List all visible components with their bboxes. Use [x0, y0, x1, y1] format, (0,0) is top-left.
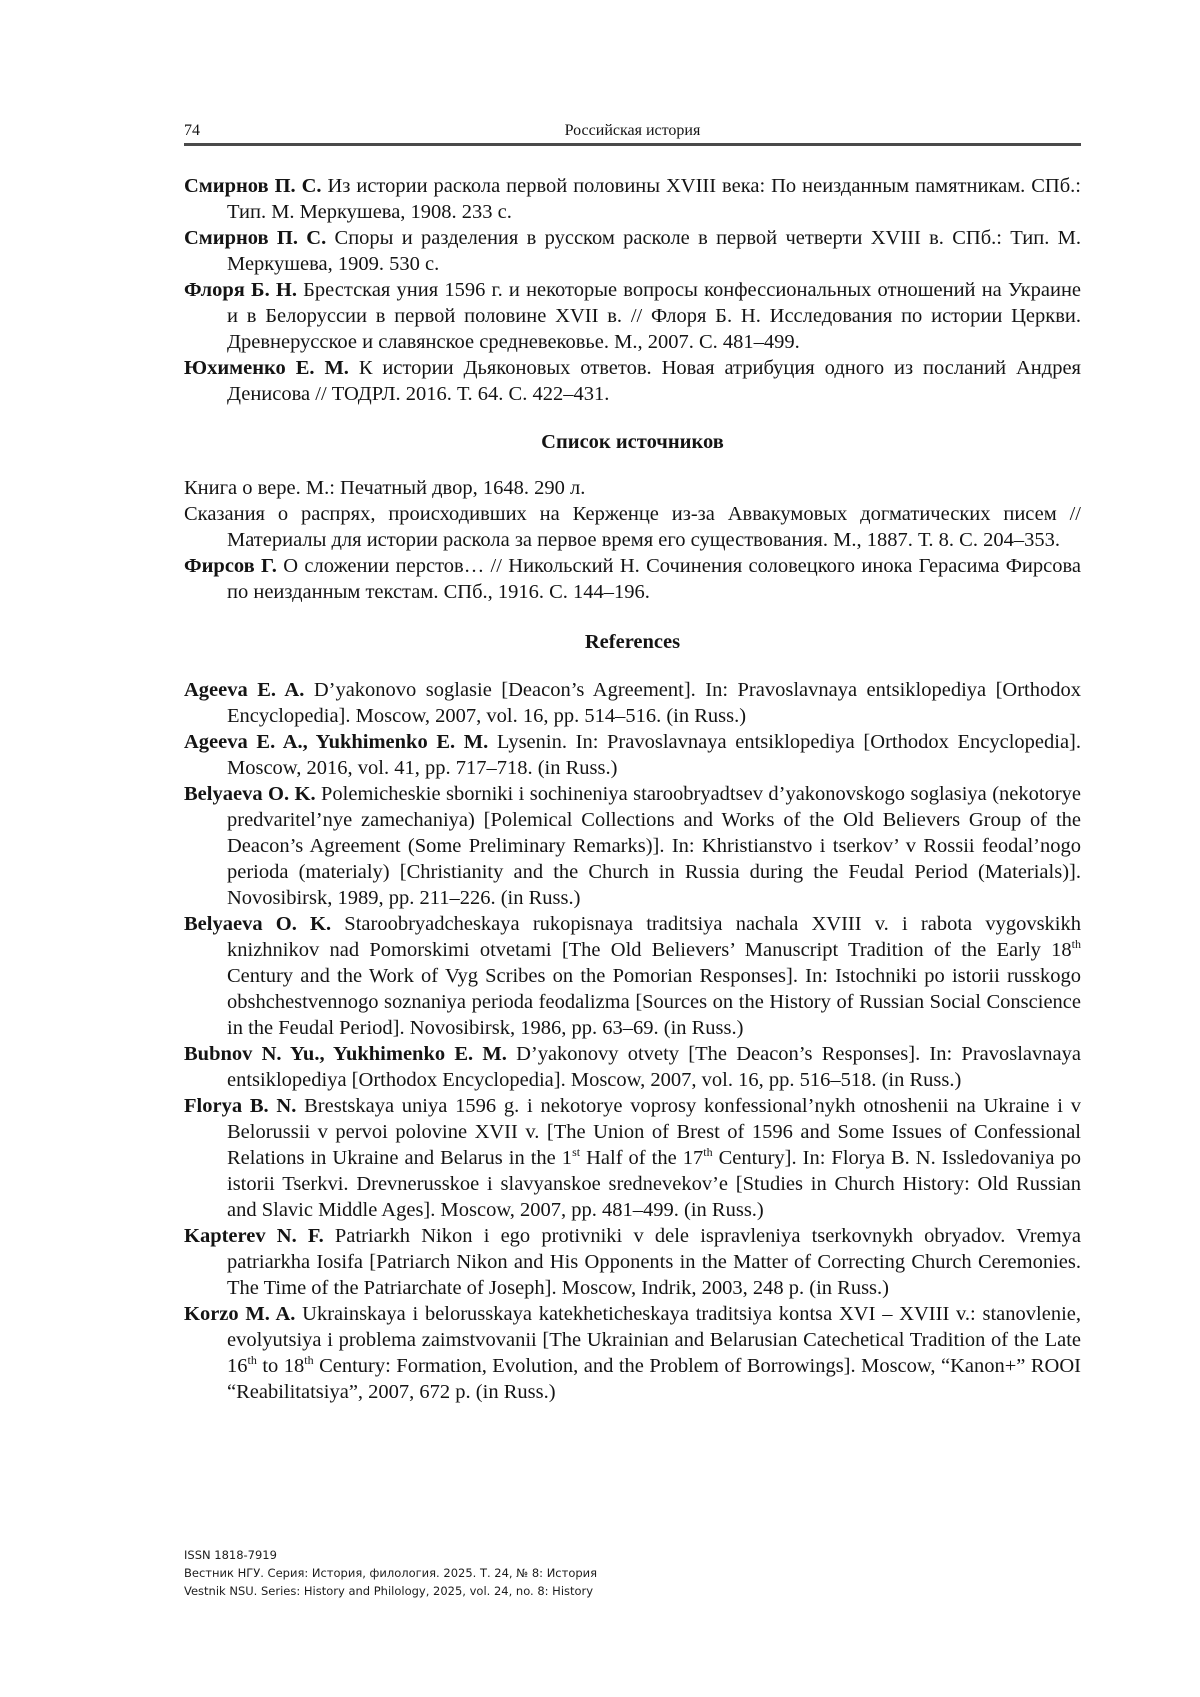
reference-text-part: Brestskaya uniya 1596 g. i nekotorye voprosy konfessional’nykh otnoshenii na Ukraine i v Belorussii v pervoi polovine XVII v. [The Union of Brest of 1596 and Some Issues of Confessional Relations in Ukraine and Belarus in the 1: [227, 1095, 1081, 1169]
references-heading: References: [584, 631, 681, 653]
reference-author: Kapterev N. F.: [184, 1225, 324, 1247]
reference-text: Patriarkh Nikon i ego protivniki v dele ispravleniya tserkovnykh obryadov. Vremya patriarkha Iosifa [Patriarch Nikon and His Opponents in the Matter of Correcting Church Ceremonies. The Time of the Patriarchate of Joseph]. Moscow, Indrik, 2003, 248 p. (in Russ.): [227, 1225, 1082, 1299]
journal-line-en: Vestnik NSU. Series: History and Philology, 2025, vol. 24, no. 8: History: [184, 1584, 594, 1598]
reference-entry: [184, 677, 1081, 729]
reference-entry: [184, 911, 1081, 1041]
reference-author: Belyaeva O. K.: [184, 783, 316, 805]
reference-entry: [184, 1223, 1081, 1301]
ordinal-suffix: st: [572, 1145, 581, 1160]
reference-text-part: Ukrainskaya i belorusskaya katekheticheskaya traditsiya kontsa XVI – XVIII v.: stanovlenie, evolyutsiya i problema zaimstvovanii [The Ukrainian and Belarusian Catechetical Tradition of the Late 16: [227, 1303, 1081, 1377]
reference-text-part: Century and the Work of Vyg Scribes on the Pomorian Responses]. In: Istochniki po istorii russkogo obshchestvennogo soznaniya perioda feodalizma [Sources on the History of Russian Social Conscience in the Feudal Period]. Novosibirsk, 1986, pp. 63–69. (in Russ.): [227, 965, 1081, 1039]
reference-entry: [184, 729, 1081, 781]
reference-author: Смирнов П. С.: [184, 175, 322, 197]
main-content: [184, 173, 1081, 1405]
reference-entry: [184, 355, 1081, 407]
reference-author: Юхименко Е. М.: [184, 357, 349, 379]
reference-text: Polemicheskie sborniki i sochineniya staroobryadtsev d’yakonovskogo soglasiya (nekotorye predvaritel’nye zamechaniya) [Polemical Collections and Works of the Old Believers Group of the Deacon’s Agreement (Some Preliminary Remarks)]. In: Khristianstvo i tserkov’ v Rossii feodal’nogo perioda (materialy) [Christianity and the Church in Russia during the Feudal Period (Materials)]. Novosibirsk, 1989, pp. 211–226. (in Russ.): [227, 783, 1081, 909]
reference-entry: [184, 173, 1081, 225]
reference-entry: [184, 225, 1081, 277]
reference-author: Florya B. N.: [184, 1095, 297, 1117]
reference-text: D’yakonovy otvety [The Deacon’s Responses]. In: Pravoslavnaya entsiklopediya [Orthodox Encyclopedia]. Moscow, 2007, vol. 16, pp. 516–518. (in Russ.): [227, 1043, 1081, 1091]
source-entry: [184, 553, 1081, 605]
running-title: Российская история: [564, 122, 701, 139]
reference-text: D’yakonovo soglasie [Deacon’s Agreement]. In: Pravoslavnaya entsiklopediya [Orthodox Encyclopedia]. Moscow, 2007, vol. 16, pp. 514–516. (in Russ.): [227, 679, 1081, 727]
source-author: Фирсов Г.: [184, 555, 277, 577]
source-entry: [184, 475, 1081, 501]
reference-text: Lysenin. In: Pravoslavnaya entsiklopediya [Orthodox Encyclopedia]. Moscow, 2016, vol. 41, pp. 717–718. (in Russ.): [227, 731, 1081, 779]
ordinal-suffix: th: [247, 1353, 257, 1368]
reference-author: Korzo M. A.: [184, 1303, 296, 1325]
reference-entry: [184, 1093, 1081, 1223]
reference-entry: [184, 277, 1081, 355]
ordinal-suffix: th: [304, 1353, 314, 1368]
ordinal-suffix: th: [703, 1145, 713, 1160]
source-text: Сказания о распрях, происходивших на Керженце из-за Аввакумовых догматических писем // Материалы для истории раскола за первое время его существования. М., 1887. Т. 8. С. 204–353.: [184, 503, 1081, 551]
journal-line-ru: Вестник НГУ. Серия: История, филология. 2025. Т. 24, № 8: История: [184, 1566, 598, 1580]
reference-text-part: Century: Formation, Evolution, and the Problem of Borrowings]. Moscow, “Kanon+” ROOI “Reabilitatsiya”, 2007, 672 p. (in Russ.): [227, 1355, 1081, 1403]
sources-list: [184, 475, 1081, 605]
sources-heading: Список источников: [541, 431, 724, 453]
reference-entry: [184, 1041, 1081, 1093]
reference-author: Belyaeva O. K.: [184, 913, 332, 935]
reference-author: Ageeva E. A.: [184, 679, 305, 701]
reference-text: Споры и разделения в русском расколе в первой четверти XVIII в. СПб.: Тип. М. Меркушева, 1909. 530 с.: [227, 227, 1081, 275]
reference-text: Брестская уния 1596 г. и некоторые вопросы конфессиональных отношений на Украине и в Белоруссии в первой половине XVII в. // Флоря Б. Н. Исследования по истории Церкви. Древнерусское и славянское средневековье. М., 2007. С. 481–499.: [227, 279, 1082, 353]
source-text: Книга о вере. М.: Печатный двор, 1648. 290 л.: [184, 477, 586, 499]
literature-list: [184, 173, 1081, 407]
issn-line: ISSN 1818-7919: [184, 1548, 277, 1562]
page-footer: [184, 1546, 884, 1600]
reference-text-part: to 18: [256, 1355, 305, 1377]
reference-text: К истории Дьяконовых ответов. Новая атрибуция одного из посланий Андрея Денисова // ТОДРЛ. 2016. Т. 64. С. 422–431.: [227, 357, 1081, 405]
reference-text-part: Half of the 17: [580, 1147, 704, 1169]
reference-text: Из истории раскола первой половины XVIII века: По неизданным памятникам. СПб.: Тип. М. Меркушева, 1908. 233 с.: [227, 175, 1081, 223]
reference-text-part: Century]. In: Florya B. N. Issledovaniya po istorii Tserkvi. Drevnerusskoe i slavyanskoe srednevekov’e [Studies in Church History: Old Russian and Slavic Middle Ages]. Moscow, 2007, pp. 481–499. (in Russ.): [227, 1147, 1081, 1221]
reference-author: Флоря Б. Н.: [184, 279, 297, 301]
header-rule: [184, 143, 1081, 146]
reference-author: Bubnov N. Yu., Yukhimenko E. M.: [184, 1043, 507, 1065]
references-list: [184, 677, 1081, 1405]
reference-author: Ageeva E. A., Yukhimenko E. M.: [184, 731, 489, 753]
reference-author: Смирнов П. С.: [184, 227, 327, 249]
page-number: 74: [184, 122, 200, 139]
reference-text-part: Staroobryadcheskaya rukopisnaya traditsiya nachala XVIII v. i rabota vygovskikh knizhnikov nad Pomorskimi otvetami [The Old Believers’ Manuscript Tradition of the Early 18: [227, 913, 1081, 961]
source-text: О сложении перстов… // Никольский Н. Сочинения соловецкого инока Герасима Фирсова по неизданным текстам. СПб., 1916. С. 144–196.: [227, 555, 1081, 603]
ordinal-suffix: th: [1071, 937, 1081, 952]
reference-entry: [184, 1301, 1081, 1405]
running-header: [184, 122, 1081, 146]
reference-entry: [184, 781, 1081, 911]
source-entry: [184, 501, 1081, 553]
